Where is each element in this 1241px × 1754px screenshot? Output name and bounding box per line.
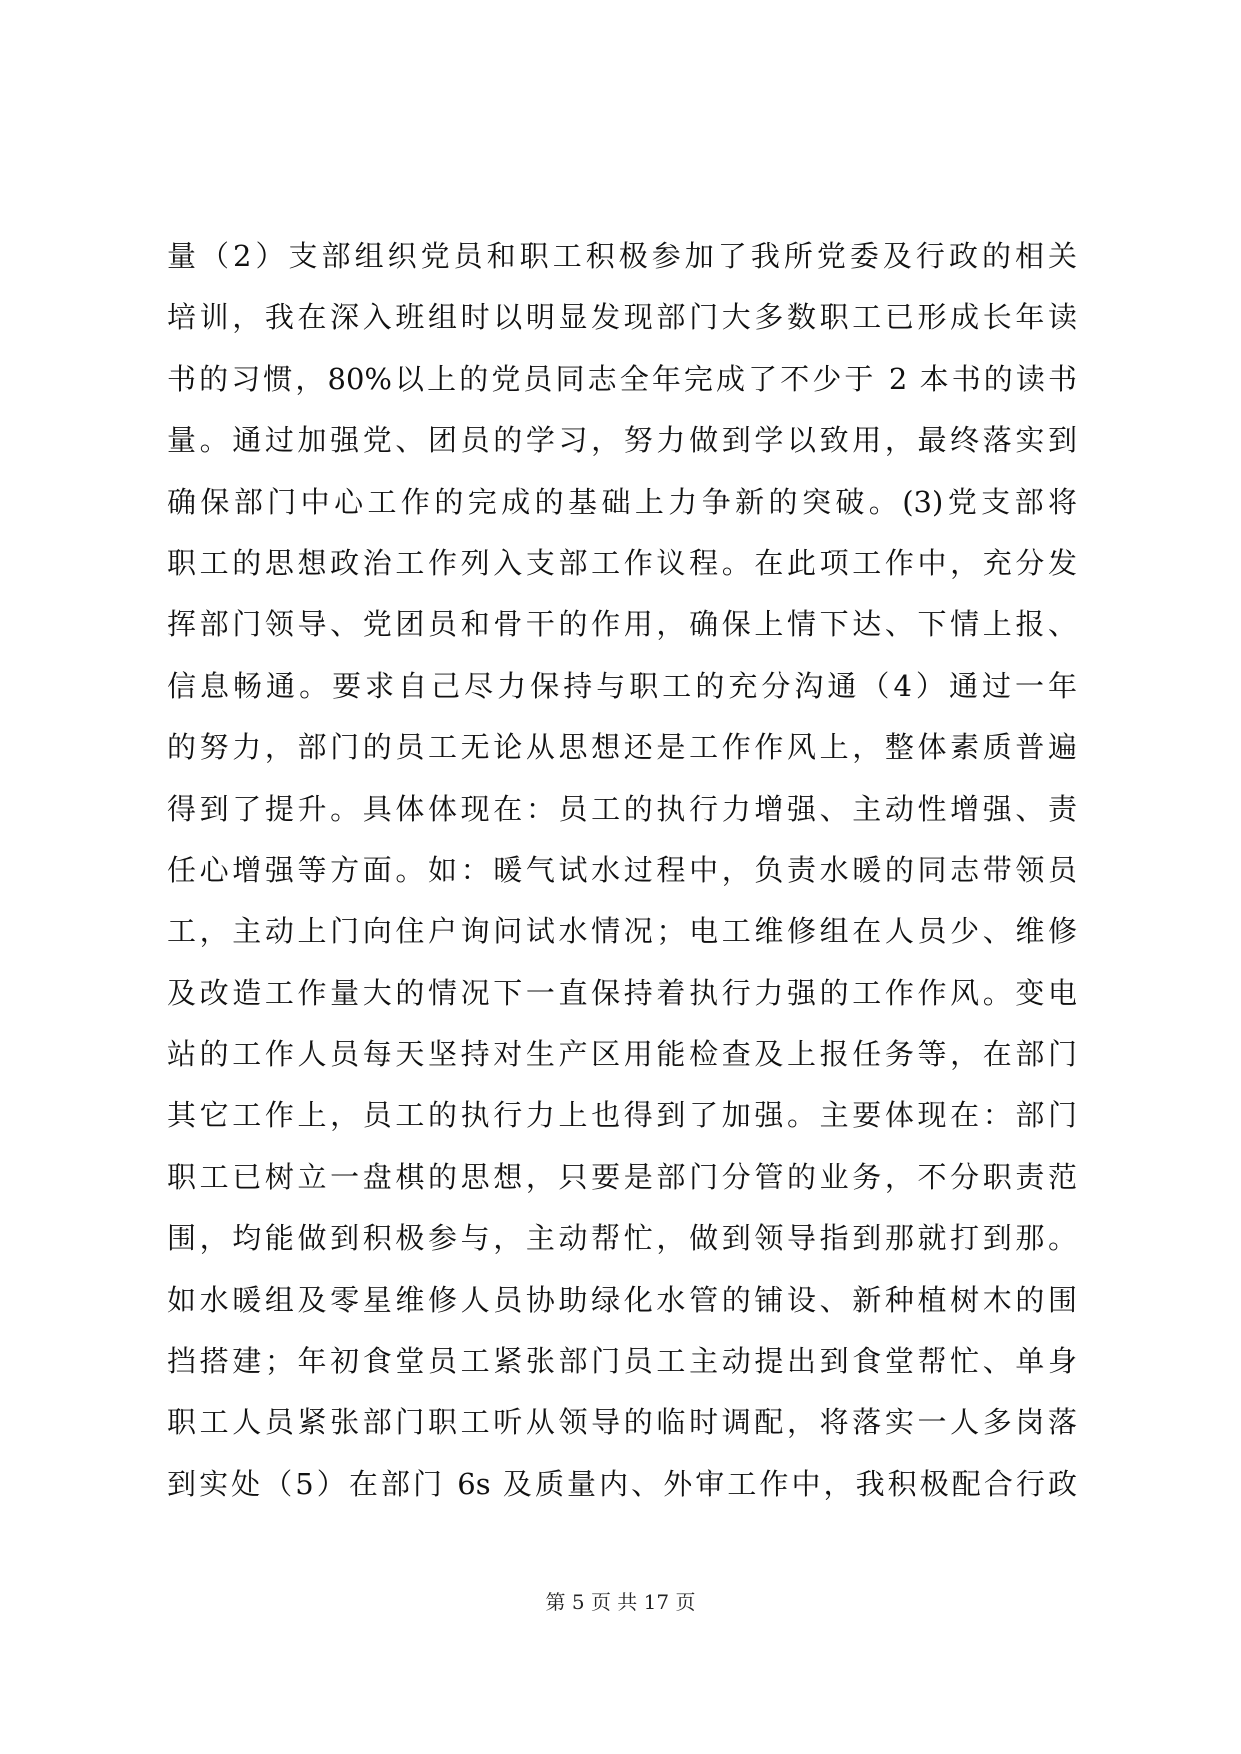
text-line: 挥部门领导、党团员和骨干的作用，确保上情下达、下情上报、 <box>167 607 1077 642</box>
text-line: 如水暖组及零星维修人员协助绿化水管的铺设、新种植树木的围 <box>167 1282 1077 1317</box>
text-line: 职工人员紧张部门职工听从领导的临时调配，将落实一人多岗落 <box>167 1405 1077 1440</box>
text-line: 量（2）支部组织党员和职工积极参加了我所党委及行政的相关 <box>167 239 1077 273</box>
text-line: 职工的思想政治工作列入支部工作议程。在此项工作中，充分发 <box>167 545 1077 580</box>
text-line: 工，主动上门向住户询问试水情况；电工维修组在人员少、维修 <box>167 914 1077 949</box>
text-line: 站的工作人员每天坚持对生产区用能检查及上报任务等，在部门 <box>167 1037 1077 1072</box>
text-line: 信息畅通。要求自己尽力保持与职工的充分沟通（4）通过一年 <box>167 668 1077 703</box>
text-line: 职工已树立一盘棋的思想，只要是部门分管的业务，不分职责范 <box>167 1159 1077 1194</box>
text-line: 其它工作上，员工的执行力上也得到了加强。主要体现在：部门 <box>167 1098 1077 1133</box>
text-line: 及改造工作量大的情况下一直保持着执行力强的工作作风。变电 <box>167 975 1077 1010</box>
text-line: 的努力，部门的员工无论从思想还是工作作风上，整体素质普遍 <box>167 730 1077 765</box>
text-line: 确保部门中心工作的完成的基础上力争新的突破。(3)党支部将 <box>167 484 1077 519</box>
text-line: 书的习惯，80%以上的党员同志全年完成了不少于 2 本书的读书 <box>167 361 1077 396</box>
text-line: 培训，我在深入班组时以明显发现部门大多数职工已形成长年读 <box>167 300 1077 335</box>
text-line: 量。通过加强党、团员的学习，努力做到学以致用，最终落实到 <box>167 423 1077 458</box>
text-line: 挡搭建；年初食堂员工紧张部门员工主动提出到食堂帮忙、单身 <box>167 1344 1077 1379</box>
page-number-footer: 第 5 页 共 17 页 <box>545 1590 696 1614</box>
text-line: 到实处（5）在部门 6s 及质量内、外审工作中，我积极配合行政 <box>167 1466 1077 1501</box>
text-line: 围，均能做到积极参与，主动帮忙，做到领导指到那就打到那。 <box>167 1221 1077 1256</box>
text-line: 得到了提升。具体体现在：员工的执行力增强、主动性增强、责 <box>167 791 1077 826</box>
body-text <box>167 226 1077 1515</box>
text-line: 任心增强等方面。如：暖气试水过程中，负责水暖的同志带领员 <box>167 852 1077 887</box>
